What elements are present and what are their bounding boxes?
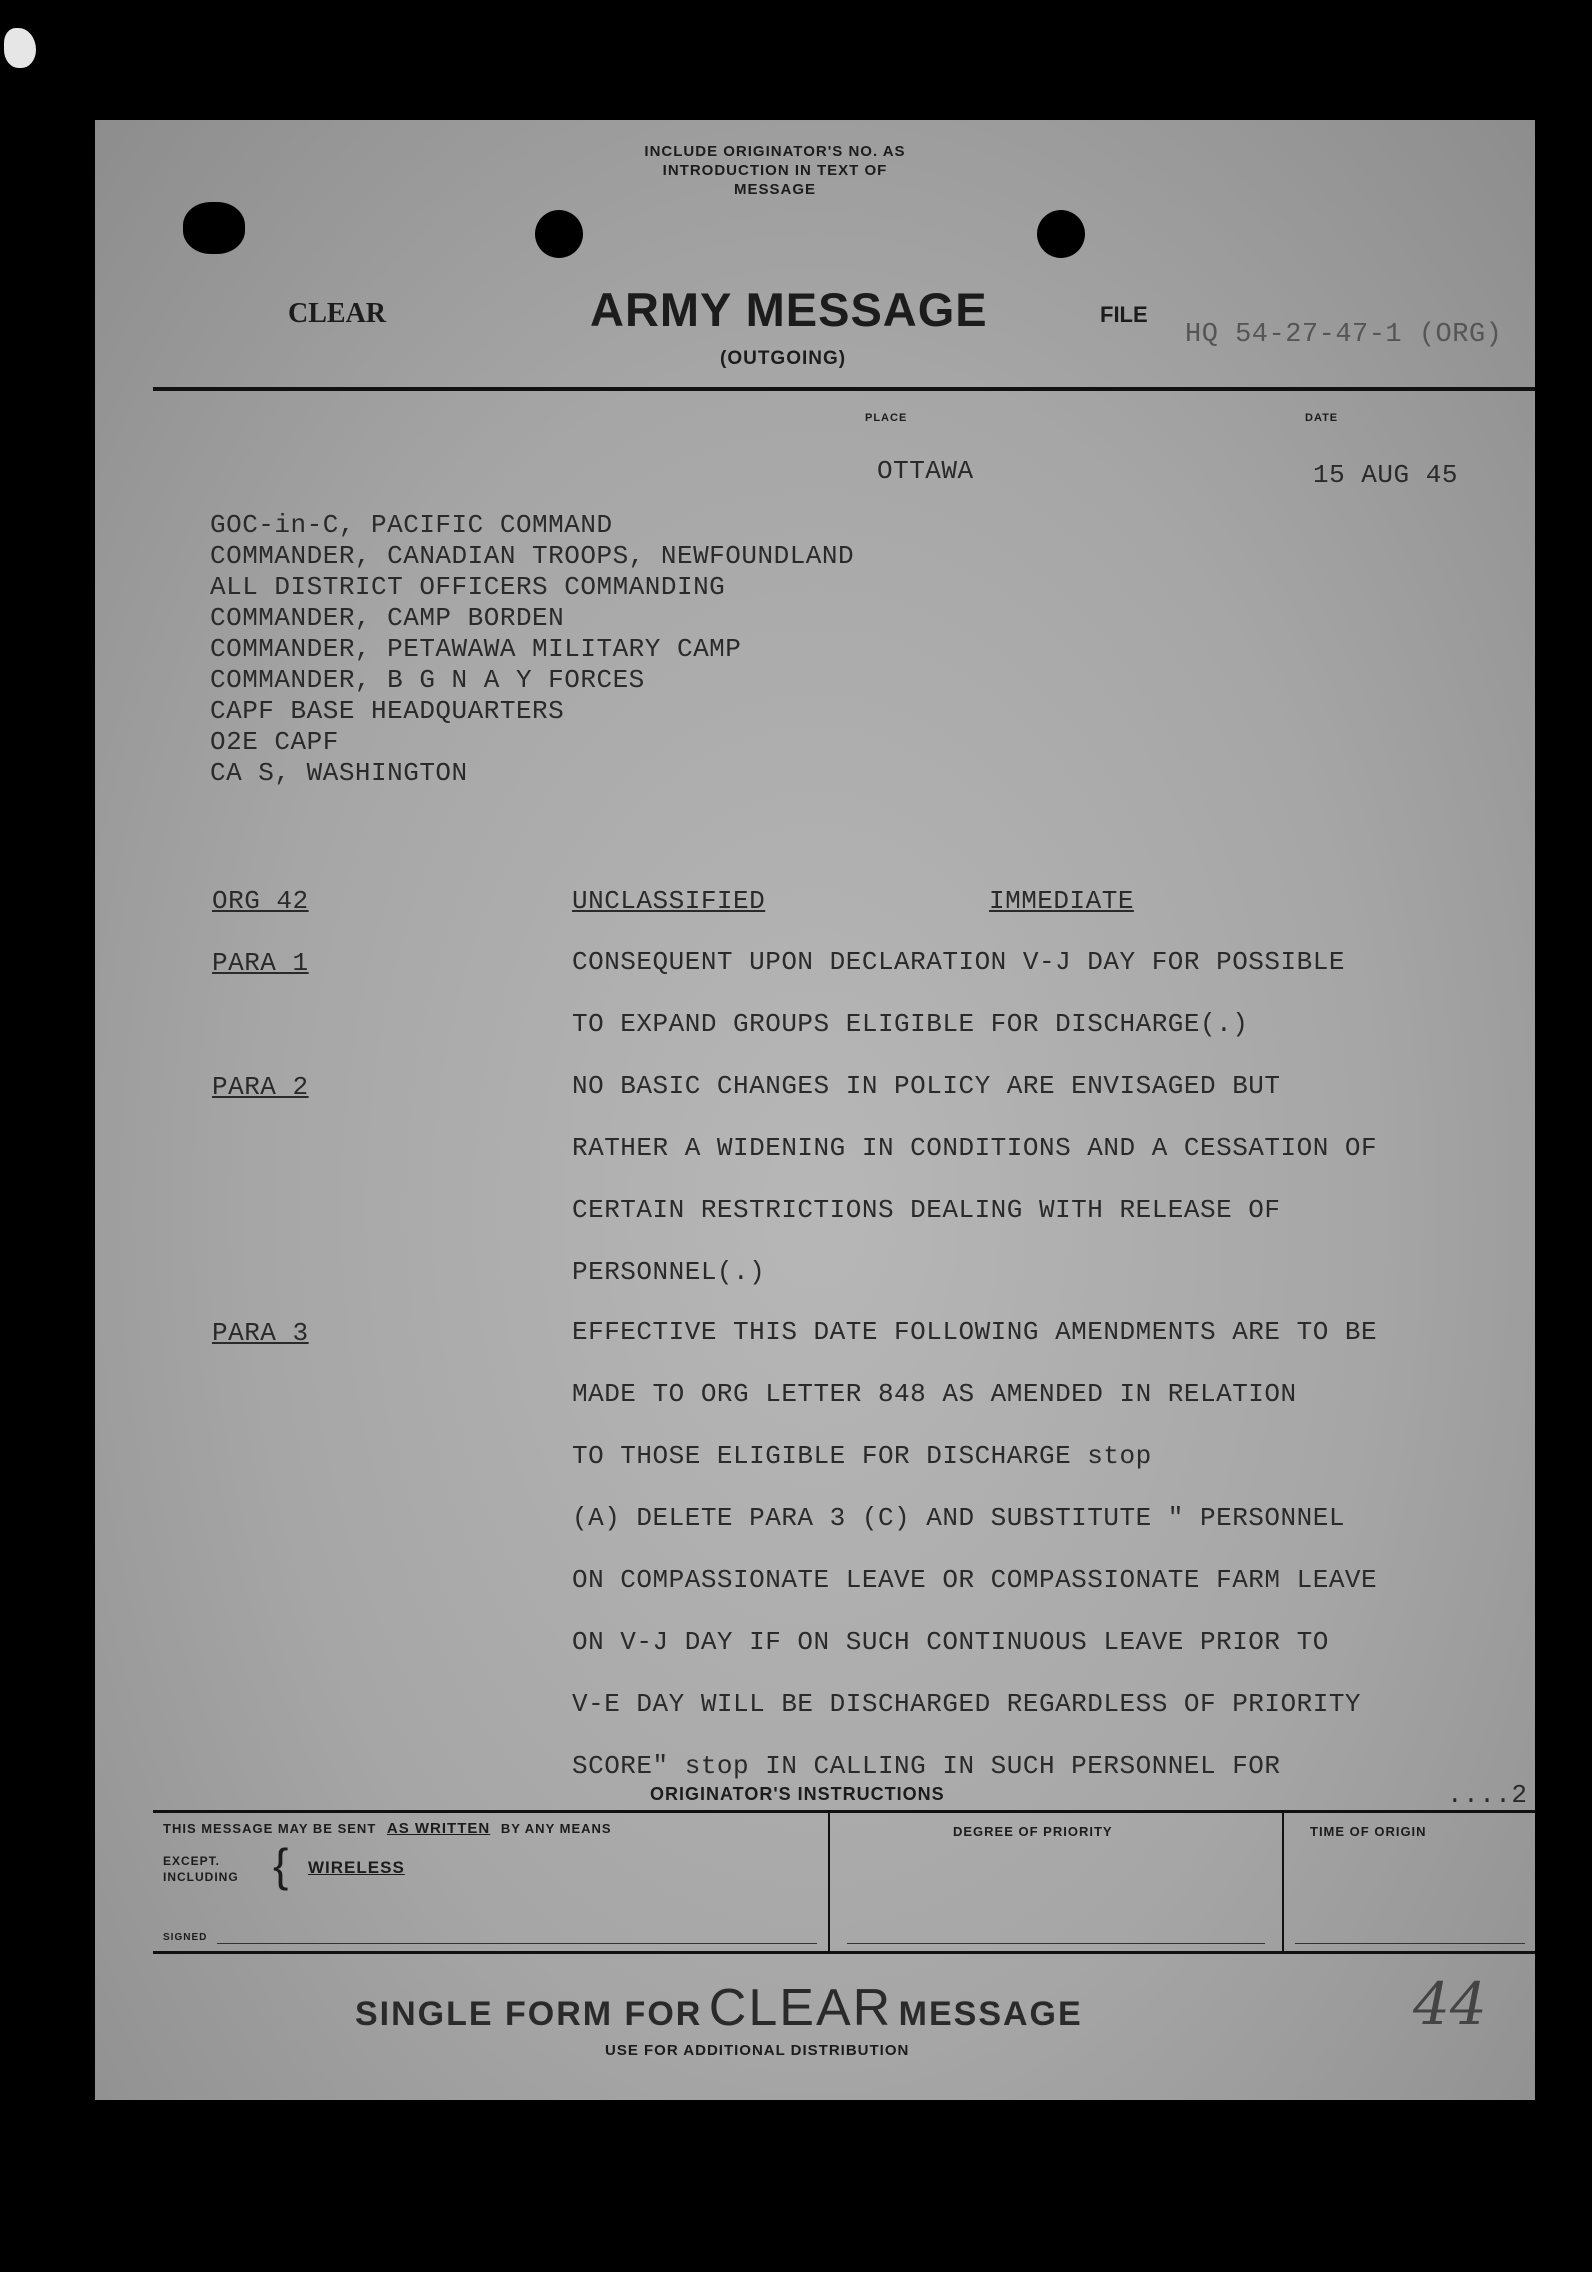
- footer-divider-top: [153, 1810, 1535, 1813]
- para-line: ON COMPASSIONATE LEAVE OR COMPASSIONATE FARM LEAVE: [572, 1565, 1378, 1595]
- para-line: CERTAIN RESTRICTIONS DEALING WITH RELEASE OF: [572, 1195, 1281, 1225]
- para-body: [572, 1301, 1377, 1797]
- para-label: PARA 1: [212, 948, 309, 978]
- time-line: [1295, 1943, 1525, 1944]
- border-speck: [4, 28, 36, 68]
- recipient: ALL DISTRICT OFFICERS COMMANDING: [210, 572, 726, 602]
- recipient: GOC-in-C, PACIFIC COMMAND: [210, 510, 613, 540]
- form-footer-part: SINGLE FORM FOR: [355, 1995, 703, 2033]
- para-line: EFFECTIVE THIS DATE FOLLOWING AMENDMENTS ARE TO BE: [572, 1317, 1378, 1347]
- instruction-line: MESSAGE: [733, 181, 816, 198]
- para-body: [572, 1055, 1377, 1303]
- except-label: EXCEPT.: [163, 1854, 221, 1868]
- recipient: CAPF BASE HEADQUARTERS: [210, 696, 565, 726]
- signed-line: [217, 1943, 817, 1944]
- recipient: COMMANDER, CAMP BORDEN: [210, 603, 565, 633]
- para-label: PARA 3: [212, 1318, 309, 1348]
- footer-divider-bottom: [153, 1951, 1535, 1954]
- recipient: O2E CAPF: [210, 727, 339, 757]
- form-title: ARMY MESSAGE: [590, 283, 988, 336]
- including-label: INCLUDING: [163, 1870, 239, 1884]
- place-value: OTTAWA: [877, 456, 974, 486]
- para-line: ON V-J DAY IF ON SUCH CONTINUOUS LEAVE PRIOR TO: [572, 1627, 1329, 1657]
- send-instruction: [163, 1820, 612, 1837]
- message-ref: ORG 42: [212, 886, 309, 916]
- para-line: MADE TO ORG LETTER 848 AS AMENDED IN RELATION: [572, 1379, 1297, 1409]
- header-divider: [153, 387, 1535, 391]
- originator-instruction: [555, 142, 995, 199]
- send-suffix: BY ANY MEANS: [500, 1821, 612, 1836]
- para-line: TO THOSE ELIGIBLE FOR DISCHARGE stop: [572, 1441, 1152, 1471]
- degree-line: [847, 1943, 1265, 1944]
- para-line: (A) DELETE PARA 3 (C) AND SUBSTITUTE " PERSONNEL: [572, 1503, 1345, 1533]
- para-body: [572, 931, 1345, 1055]
- file-label: FILE: [1100, 302, 1148, 327]
- ink-blot: [183, 202, 245, 254]
- para-line: RATHER A WIDENING IN CONDITIONS AND A CESSATION OF: [572, 1133, 1378, 1163]
- punch-hole-left: [535, 210, 583, 258]
- para-line: SCORE" stop IN CALLING IN SUCH PERSONNEL FOR: [572, 1751, 1281, 1781]
- form-footer-subtext: USE FOR ADDITIONAL DISTRIBUTION: [605, 2042, 910, 2059]
- para-line: CONSEQUENT UPON DECLARATION V-J DAY FOR POSSIBLE: [572, 947, 1345, 977]
- footer-col-divider-1: [828, 1813, 830, 1951]
- recipient-list: [210, 510, 854, 789]
- recipient: COMMANDER, CANADIAN TROOPS, NEWFOUNDLAND: [210, 541, 855, 571]
- recipient: COMMANDER, B G N A Y FORCES: [210, 665, 645, 695]
- para-line: V-E DAY WILL BE DISCHARGED REGARDLESS OF PRIORITY: [572, 1689, 1362, 1719]
- brace: {: [273, 1839, 289, 1891]
- date-label: DATE: [1305, 412, 1339, 424]
- continuation-marker: ....2: [1447, 1780, 1528, 1810]
- para-label: PARA 2: [212, 1072, 309, 1102]
- clear-label: CLEAR: [288, 298, 387, 329]
- recipient: CA S, WASHINGTON: [210, 758, 468, 788]
- army-message-form: [95, 120, 1535, 2100]
- para-line: NO BASIC CHANGES IN POLICY ARE ENVISAGED BUT: [572, 1071, 1281, 1101]
- form-subtitle: (OUTGOING): [720, 348, 847, 369]
- form-footer-part: MESSAGE: [898, 1995, 1083, 2033]
- footer-col-divider-2: [1282, 1813, 1284, 1951]
- file-number: HQ 54-27-47-1 (ORG): [1185, 320, 1503, 350]
- time-of-origin-label: TIME OF ORIGIN: [1310, 1824, 1427, 1839]
- punch-hole-right: [1037, 210, 1085, 258]
- para-line: TO EXPAND GROUPS ELIGIBLE FOR DISCHARGE(.): [572, 1009, 1249, 1039]
- form-footer-clear: CLEAR: [708, 1979, 893, 2037]
- message-classification: UNCLASSIFIED: [572, 886, 766, 916]
- instruction-line: INTRODUCTION IN TEXT OF: [662, 162, 888, 179]
- originators-instructions-label: ORIGINATOR'S INSTRUCTIONS: [650, 1784, 945, 1804]
- para-line: PERSONNEL(.): [572, 1257, 766, 1287]
- place-label: PLACE: [865, 412, 908, 424]
- means-value: WIRELESS: [308, 1858, 405, 1877]
- form-footer-text: [355, 1978, 1083, 2038]
- send-written: AS WRITTEN: [386, 1820, 491, 1837]
- degree-of-priority-label: DEGREE OF PRIORITY: [953, 1824, 1113, 1839]
- handwritten-page-number: 44: [1413, 1970, 1487, 2038]
- signed-label: SIGNED: [163, 1932, 208, 1943]
- instruction-line: INCLUDE ORIGINATOR'S NO. AS: [644, 143, 906, 160]
- recipient: COMMANDER, PETAWAWA MILITARY CAMP: [210, 634, 742, 664]
- send-prefix: THIS MESSAGE MAY BE SENT: [163, 1821, 377, 1836]
- date-value: 15 AUG 45: [1313, 460, 1458, 490]
- message-priority: IMMEDIATE: [989, 886, 1134, 916]
